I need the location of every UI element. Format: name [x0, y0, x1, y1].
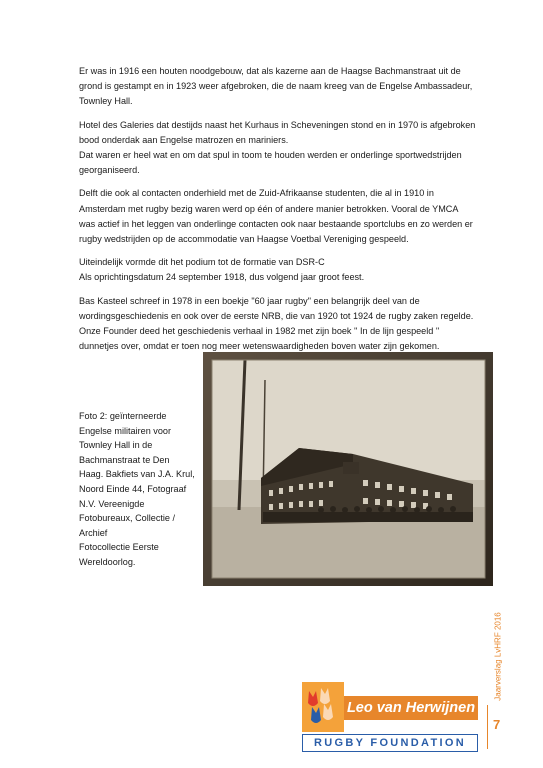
paragraph [79, 186, 497, 247]
text-line: Bas Kasteel schreef in 1978 in een boekje "60 jaar rugby" een belangrijk deel van de [79, 295, 420, 306]
text-line: Uiteindelijk vormde dit het podium tot de formatie van DSR-C [79, 257, 325, 268]
historic-photo [203, 352, 493, 586]
text-line: Er was in 1916 een houten noodgebouw, dat als kazerne aan de Haagse Bachmanstraat uit de [79, 66, 461, 76]
caption-line: Archief [79, 527, 108, 538]
text-line: dunnetjes over, omdat er toen nog meer wetenswaardigheden boven water zijn gekomen. [79, 341, 440, 352]
text-line: Hotel des Galeries dat destijds naast het Kurhaus in Scheveningen stond en in 1970 is afgebroken [79, 119, 476, 130]
text-line: Onze Founder deed het geschiedenis verhaal in 1982 met zijn boek '' In de lijn gespeeld '' [79, 326, 440, 337]
caption-line: Haag. Bakfiets van J.A. Krul, [79, 469, 195, 480]
logo-subtitle: RUGBY FOUNDATION [314, 737, 466, 749]
logo-name-box [344, 696, 478, 720]
caption-line: Townley Hall in de [79, 440, 153, 451]
caption-line: Noord Einde 44, Fotograaf [79, 483, 187, 494]
paragraph [79, 255, 497, 285]
caption-line: Bachmanstraat te Den [79, 454, 170, 465]
caption-line: Foto 2: geïnterneerde [79, 411, 167, 421]
text-line: Townley Hall. [79, 96, 133, 107]
caption-line: Fotocollectie Eerste [79, 542, 159, 553]
text-line: Amsterdam met rugby bezig waren werd op één of andere manier betrokken. Vooral de YMCA [79, 203, 459, 214]
text-line: Dat waren er heel wat en om dat spul in toom te houden werden er onderlinge sportwedstrijden [79, 150, 462, 161]
text-line: was actief in het leggen van onderlinge contacten ook naar bestaande sportclubs en zo werden er [79, 218, 473, 229]
body-text [79, 64, 497, 362]
photo-caption [79, 409, 197, 570]
foundation-logo [302, 682, 478, 752]
text-line: georganiseerd. [79, 165, 140, 176]
footer-divider [487, 705, 488, 749]
caption-line: Engelse militairen voor [79, 425, 171, 436]
text-line: Delft die ook al contacten onderhield met de Zuid-Afrikaanse studenten, die al in 1910 in [79, 188, 434, 199]
text-line: bood onderdak aan Engelse matrozen en mariniers. [79, 134, 289, 145]
caption-line: N.V. Vereenigde [79, 498, 145, 509]
caption-line: Wereldoorlog. [79, 556, 136, 567]
text-line: grond is gestampt en in 1923 weer afgebroken, die de naam kreeg van de Engelse Ambassadeur, [79, 81, 473, 92]
logo-name: Leo van Herwijnen [346, 700, 476, 716]
text-line: Als oprichtingsdatum 24 september 1918, dus volgend jaar groot feest. [79, 272, 365, 283]
report-side-label [491, 602, 505, 710]
text-line: rugby wedstrijden op de accommodatie van Haagse Voetbal Vereniging gespeeld. [79, 234, 409, 245]
logo-banner [302, 682, 478, 732]
report-title: Jaarverslag LvHRF 2016 [493, 611, 503, 701]
photo-image [203, 352, 493, 586]
text-line: wordingsgeschiedenis en ook over de eerste NRB, die van 1920 tot 1924 de rugby zaken regelde. [79, 310, 474, 321]
tulip-icon [302, 682, 344, 732]
page-number: 7 [493, 717, 501, 732]
paragraph [79, 294, 497, 355]
caption-line: Fotobureaux, Collectie / [79, 513, 176, 524]
paragraph [79, 64, 497, 110]
paragraph [79, 118, 497, 179]
logo-subtitle-box [302, 734, 478, 752]
